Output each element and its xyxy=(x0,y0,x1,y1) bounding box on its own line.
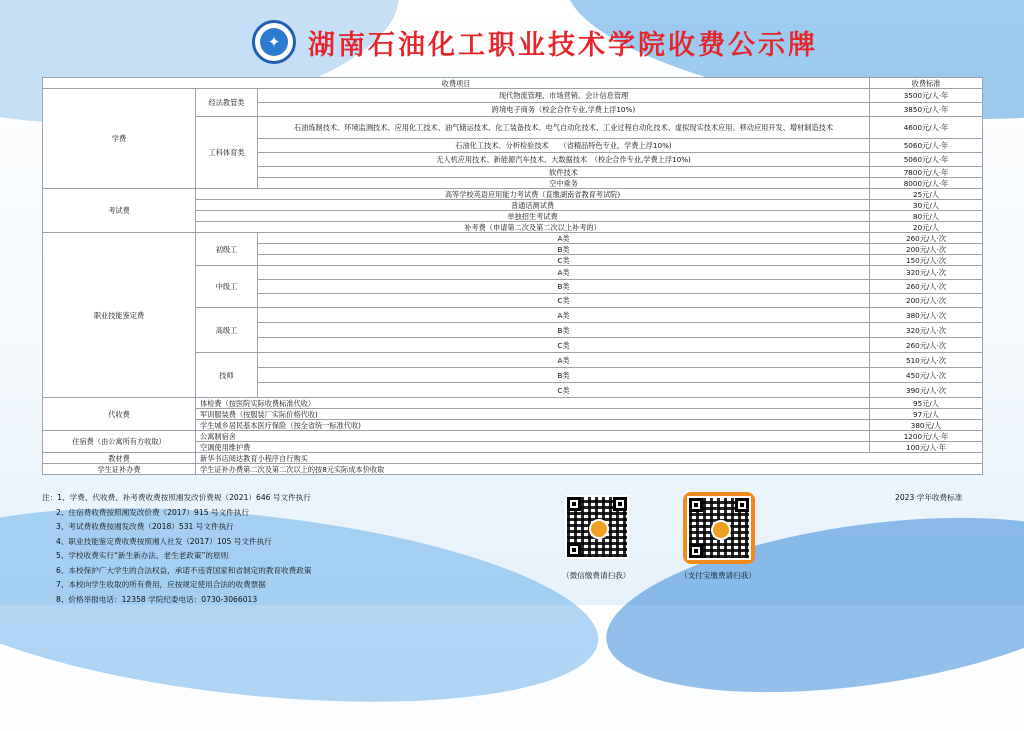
wechat-qr-caption: （微信缴费请扫我） xyxy=(562,571,631,580)
subcategory-eng: 工科体育类 xyxy=(196,117,258,189)
qr-pattern xyxy=(567,497,627,557)
table-row xyxy=(43,233,983,244)
note-line: 5、学校收费实行“新生新办法、老生老政策”的原则 xyxy=(56,551,229,560)
item-fee: 97元/人 xyxy=(870,409,983,420)
item-fee: 150元/人·次 xyxy=(870,255,983,266)
note-line: 6、本校保护广大学生的合法权益，承诺不违背国家和省制定的教育收费政策 xyxy=(56,565,312,575)
category-agency: 代收费 xyxy=(43,398,196,431)
skill-level: 技师 xyxy=(196,353,258,398)
alipay-qr-caption: （支付宝缴费请扫我） xyxy=(680,571,756,580)
item-desc: 新华书店阅达教育小程序自行购买 xyxy=(196,453,983,464)
qr-finder xyxy=(689,498,703,512)
item-fee: 390元/人·次 xyxy=(870,383,983,398)
item-fee: 100元/人·年 xyxy=(870,442,983,453)
item-fee: 25元/人 xyxy=(870,189,983,200)
item-name: 普通话测试费 xyxy=(196,200,870,211)
header-item: 收费项目 xyxy=(43,78,870,89)
item-fee: 95元/人 xyxy=(870,398,983,409)
item-name: B类 xyxy=(258,244,870,255)
item-fee: 7800元/人·年 xyxy=(870,167,983,178)
item-fee: 30元/人 xyxy=(870,200,983,211)
category-exam: 考试费 xyxy=(43,189,196,233)
note-line: 3、考试费收费按湘发改费（2018）531 号文件执行 xyxy=(56,522,234,531)
notes-block xyxy=(42,491,311,607)
item-name: C类 xyxy=(258,383,870,398)
item-fee: 380元/人·次 xyxy=(870,308,983,323)
item-name: A类 xyxy=(258,266,870,280)
item-name: 石油化工技术、分析检验技术 （省精品特色专业，学费上浮10%) xyxy=(258,139,870,153)
skill-level: 高级工 xyxy=(196,308,258,353)
item-fee: 260元/人·次 xyxy=(870,338,983,353)
skill-level: 初级工 xyxy=(196,233,258,266)
item-fee: 320元/人·次 xyxy=(870,266,983,280)
college-logo xyxy=(252,20,296,64)
item-fee: 3850元/人·年 xyxy=(870,103,983,117)
category-skill: 职业技能鉴定费 xyxy=(43,233,196,398)
note-line: 注：1、学费、代收费、补考费收费按照湘发改价费规（2021）646 号文件执行 xyxy=(42,493,311,502)
item-name: 军训服装费（按服装厂实际价格代收) xyxy=(196,409,870,420)
item-name: 石油炼制技术、环境监测技术、应用化工技术、油气储运技术、化工装备技术、电气自动化技术、工业过程自动化技术、虚拟现实技术应用、移动应用开发、增材制造技术 xyxy=(258,117,870,139)
qr-pattern xyxy=(689,498,749,558)
item-desc: 学生证补办费第二次及第二次以上的按8元实际成本价收取 xyxy=(196,464,983,475)
category-textbook: 教材费 xyxy=(43,453,196,464)
item-fee: 5060元/人·年 xyxy=(870,139,983,153)
note-line: 8、价格举报电话：12358 学院纪委电话：0730-3066013 xyxy=(56,594,258,604)
item-name: C类 xyxy=(258,255,870,266)
item-fee: 450元/人·次 xyxy=(870,368,983,383)
item-name: A类 xyxy=(258,308,870,323)
item-fee: 1200元/人·年 xyxy=(870,431,983,442)
category-card: 学生证补办费 xyxy=(43,464,196,475)
qr-logo-icon xyxy=(589,519,609,539)
table-row xyxy=(43,189,983,200)
page-title: 湖南石油化工职业技术学院收费公示牌 xyxy=(308,29,818,61)
note-line: 4、职业技能鉴定费收费按照湘人社发（2017）105 号文件执行 xyxy=(56,536,272,546)
item-name: 高等学校英语应用能力考试费（直缴湖南省教育考试院) xyxy=(196,189,870,200)
skill-level: 中级工 xyxy=(196,266,258,308)
wechat-qr-code[interactable] xyxy=(565,495,629,559)
table-row xyxy=(43,453,983,464)
qr-finder xyxy=(735,498,749,512)
qr-finder xyxy=(613,497,627,511)
header xyxy=(252,18,818,66)
header-standard: 收费标准 xyxy=(870,78,983,89)
item-fee: 260元/人·次 xyxy=(870,280,983,294)
item-name: A类 xyxy=(258,233,870,244)
note-line: 2、住宿费收费按照湘发改价费（2017）915 号文件执行 xyxy=(56,507,249,517)
category-dorm: 住宿费（由公寓所有方收取） xyxy=(43,431,196,453)
item-fee: 8000元/人·年 xyxy=(870,178,983,189)
qr-logo-icon xyxy=(711,520,731,540)
qr-finder xyxy=(689,544,703,558)
alipay-qr-code[interactable] xyxy=(687,496,751,560)
academic-year-note: 2023 学年收费标准 xyxy=(895,493,963,502)
item-name: C类 xyxy=(258,338,870,353)
item-fee: 4600元/人·年 xyxy=(870,117,983,139)
item-name: 软件技术 xyxy=(258,167,870,178)
table-row xyxy=(43,398,983,409)
item-name: B类 xyxy=(258,280,870,294)
item-name: 现代物流管理、市场营销、会计信息管理 xyxy=(258,89,870,103)
qr-finder xyxy=(567,497,581,511)
item-fee: 20元/人 xyxy=(870,222,983,233)
item-name: 跨境电子商务（校企合作专业,学费上浮10%) xyxy=(258,103,870,117)
item-fee: 260元/人·次 xyxy=(870,233,983,244)
qr-finder xyxy=(567,543,581,557)
logo-figure-icon: ✦ xyxy=(260,28,288,56)
table-row xyxy=(43,431,983,442)
item-fee: 3500元/人·年 xyxy=(870,89,983,103)
item-name: 无人机应用技术、新能源汽车技术、大数据技术 （校企合作专业,学费上浮10%) xyxy=(258,153,870,167)
item-name: 单独招生考试费 xyxy=(196,211,870,222)
fee-table xyxy=(42,77,983,475)
item-fee: 200元/人·次 xyxy=(870,244,983,255)
item-name: 学生城乡居民基本医疗保险（按全省统一标准代收) xyxy=(196,420,870,431)
item-fee: 510元/人·次 xyxy=(870,353,983,368)
item-name: 空调使用维护费 xyxy=(196,442,870,453)
item-fee: 320元/人·次 xyxy=(870,323,983,338)
item-name: B类 xyxy=(258,323,870,338)
note-line: 7、本校向学生收取的所有费用，应按规定使用合法的收费票据 xyxy=(56,580,266,589)
item-name: 补考费（申请第二次及第二次以上补考的） xyxy=(196,222,870,233)
item-fee: 5060元/人·年 xyxy=(870,153,983,167)
table-row xyxy=(43,464,983,475)
item-name: 公寓制宿舍 xyxy=(196,431,870,442)
item-name: A类 xyxy=(258,353,870,368)
item-fee: 380元/人 xyxy=(870,420,983,431)
item-name: 体检费（按医院实际收费标准代收） xyxy=(196,398,870,409)
table-row xyxy=(43,89,983,103)
item-name: 空中乘务 xyxy=(258,178,870,189)
table-header-row xyxy=(43,78,983,89)
subcategory-econ: 经法教管类 xyxy=(196,89,258,117)
category-tuition: 学费 xyxy=(43,89,196,189)
item-name: B类 xyxy=(258,368,870,383)
item-name: C类 xyxy=(258,294,870,308)
item-fee: 200元/人·次 xyxy=(870,294,983,308)
item-fee: 80元/人 xyxy=(870,211,983,222)
